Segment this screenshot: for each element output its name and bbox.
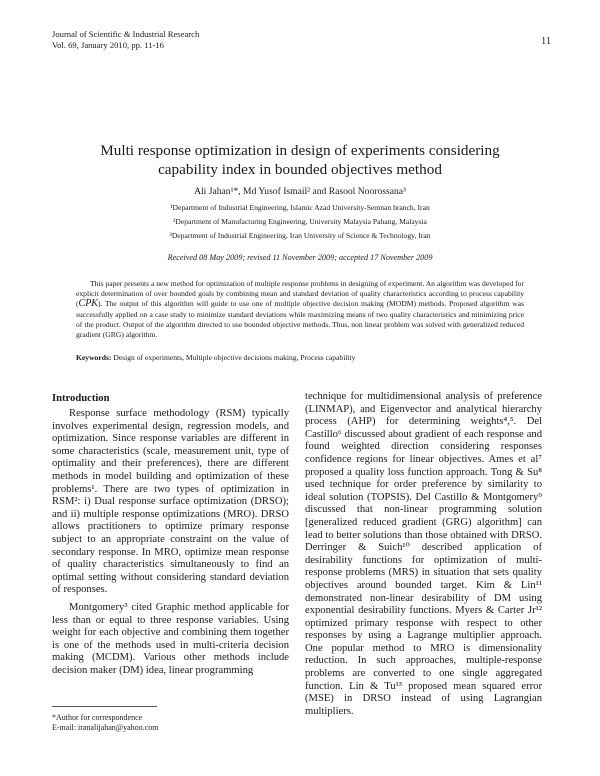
affiliation-2: ²Department of Manufacturing Engineering, University Malaysia Pahang, Malaysia: [173, 217, 427, 226]
abstract-part-2: ). The output of this algorithm will guide to use one of multiple objective decision making (MODM) methods. Proposed algorithm was successfully applied on a case study to minimize standard deviations while maximizing means of two quality characteristics and minimizing price of the product. Output of the algorithm directed to use bounded objective methods. Thus, non linear problem was solved with generalized reduced gradient (GRG) algorithm.: [76, 299, 524, 340]
column-right: [305, 391, 542, 718]
affiliation-1: ¹Department of Industrial Engineering, Islamic Azad University-Semnan branch, Iran: [170, 203, 430, 212]
footnote-correspondence: *Author for correspondence: [52, 713, 143, 722]
author-list: Ali Jahan¹*, Md Yusof Ismail² and Rasool Noorossana³: [194, 186, 406, 197]
section-heading-introduction: Introduction: [52, 393, 110, 404]
column-left: [52, 408, 289, 677]
footnote-email: E-mail: iranalijahan@yahoo.com: [52, 723, 159, 732]
title-line-2: capability index in bounded objectives method: [158, 161, 442, 178]
paragraph: Response surface methodology (RSM) typically involves experimental design, regression models, and optimization. Since response variables are different in some characteristics (scale, measurement unit, type of optimality and their preferences), there are different methods in model building and optimization of these problems¹. There are two types of optimization in RSM²: i) Dual response surface optimization (DRSO); and ii) multiple response optimizations (MRO). DRSO allows practitioners to optimize primary response subject to an appropriate constraint on the value of secondary response. In MRO, optimize mean response of quality characteristics simultaneously to find an optimal setting without considering standard deviation of responses.: [52, 408, 289, 596]
keywords-label: Keywords:: [76, 353, 112, 362]
journal-name: Journal of Scientific & Industrial Research: [52, 29, 200, 39]
paper-title: [60, 141, 540, 179]
keywords-text: Design of experiments, Multiple objective decisions making, Process capability: [111, 353, 356, 362]
journal-volume: Vol. 69, January 2010, pp. 11-16: [52, 39, 164, 50]
footnote: [52, 713, 158, 733]
paragraph: Montgomery³ cited Graphic method applicable for less than or equal to three response variables. Using weight for each objective and combining them together is one of the methods used in multi-criteria decision making (MCDM). Various other methods include decision maker (DM) idea, linear programming: [52, 601, 289, 676]
page-number: 11: [541, 36, 552, 47]
paragraph: technique for multidimensional analysis of preference (LINMAP), and Eigenvector and analytical hierarchy process (AHP) for determining weights⁴,⁵. Del Castillo⁶ discussed about gradient of each response and found weighted direction considering responses confidence regions for linear objectives. Ames et al⁷ proposed a quality loss function approach. Tong & Su⁸ used technique for order preference by similarity to ideal solution (TOPSIS). Del Castillo & Montgomery⁹ discussed that non-linear programming solution [generalized reduced gradient (GRG) algorithm] can lead to better solutions than those obtained with DRSO. Derringer & Suich¹⁰ described application of desirability functions for optimization of multi-response problems (MRS) in situation that sets quality objectives around bounded target. Kim & Lin¹¹ demonstrated non-linear desirability of DM using exponential desirability functions. Myers & Carter Jr¹² optimized primary response with respect to other responses by using a Lagrange multiplier approach. One popular method to MRO is dimensionality reduction. In such approaches, multiple-response problems are converted to one single aggregated function. Lin & Tu¹³ proposed mean squared error (MSE) in DRSO instead of using Lagrangian multipliers.: [305, 391, 542, 717]
journal-citation: [52, 29, 199, 50]
abstract: [76, 279, 524, 340]
cpk-symbol: CPK: [78, 298, 98, 310]
keywords: [76, 353, 524, 362]
affiliation-3: ³Department of Industrial Engineering, Iran University of Science & Technology, Iran: [169, 231, 431, 240]
footnote-divider: [52, 706, 157, 707]
abstract-part-1: This paper presents a new method for optimization of multiple response problems in designing of experiment. An algorithm was developed for explicit determination of over bounded goals by combining mean and standard deviation of quality characteristics according to process capability (: [76, 279, 524, 309]
title-line-1: Multi response optimization in design of experiments considering: [100, 142, 500, 159]
received-dates: Received 08 May 2009; revised 11 November 2009; accepted 17 November 2009: [167, 253, 433, 262]
